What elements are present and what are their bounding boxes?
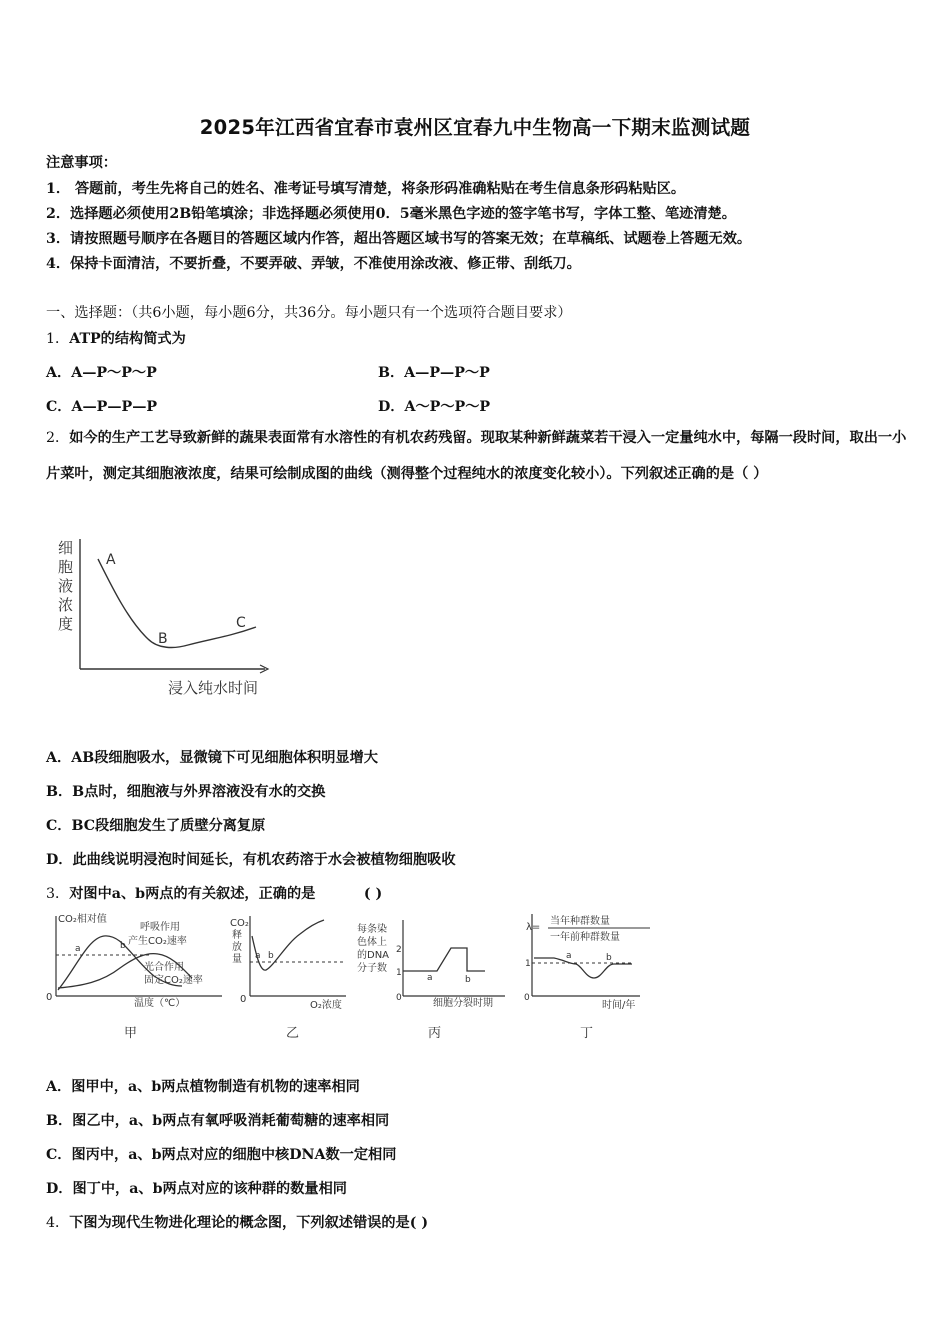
x-axis-label: O₂浓度 xyxy=(310,1000,342,1011)
origin: 0 xyxy=(524,993,530,1003)
question-number: 4． xyxy=(46,1215,70,1231)
curve2-label: 固定CO₂速率 xyxy=(144,975,203,986)
point-label-a: A xyxy=(106,552,116,568)
q1-option-a[interactable]: A．A—P～P～P xyxy=(46,365,157,381)
question-1 xyxy=(46,328,186,348)
figure-caption: 丁 xyxy=(580,1026,594,1041)
question-stem: ATP的结构简式为 xyxy=(69,331,186,347)
x-axis-label: 细胞分裂时期 xyxy=(433,998,493,1009)
y-label-char: 度 xyxy=(58,615,74,633)
tick-1: 1 xyxy=(525,959,531,969)
figure-caption: 甲 xyxy=(124,1026,138,1041)
y-axis-label xyxy=(230,918,249,965)
question-2 xyxy=(46,420,908,492)
question-number: 2． xyxy=(46,430,70,446)
y-label-char: 液 xyxy=(58,577,74,595)
question-number: 3． xyxy=(46,886,70,902)
y-label-char: 细 xyxy=(58,539,74,557)
point-a: a xyxy=(427,973,433,983)
y-axis-label xyxy=(58,539,73,633)
point-b: b xyxy=(606,953,612,963)
question-4 xyxy=(46,1212,428,1232)
notice-item: 4．保持卡面清洁，不要折叠，不要弄破、弄皱，不准使用涂改液、修正带、刮纸刀。 xyxy=(46,256,581,272)
q3-option-b[interactable]: B．图乙中，a、b两点有氧呼吸消耗葡萄糖的速率相同 xyxy=(46,1113,390,1129)
point-b: b xyxy=(465,975,471,985)
q1-option-c[interactable]: C．A—P—P—P xyxy=(46,399,158,415)
q1-option-b[interactable]: B．A—P—P～P xyxy=(378,365,490,381)
figure-caption: 丙 xyxy=(428,1026,442,1041)
x-axis-label: 浸入纯水时间 xyxy=(168,679,259,697)
q3-figure-ding xyxy=(520,908,660,1043)
section-heading: 一、选择题：（共6小题，每小题6分，共36分。每小题只有一个选项符合题目要求） xyxy=(46,305,572,321)
svg-text:释: 释 xyxy=(232,930,242,941)
y-axis-label xyxy=(357,922,389,974)
notice-item: 1． 答题前，考生先将自己的姓名、准考证号填写清楚，将条形码准确粘贴在考生信息条形码粘贴区。 xyxy=(46,181,686,197)
curve1-label: 产生CO₂速率 xyxy=(128,936,187,947)
question-3 xyxy=(46,883,382,903)
point-a: a xyxy=(566,951,572,961)
svg-text:的DNA: 的DNA xyxy=(357,950,390,961)
svg-text:CO₂: CO₂ xyxy=(230,918,249,929)
point-label-b: B xyxy=(158,631,168,647)
q2-option-b[interactable]: B．B点时，细胞液与外界溶液没有水的交换 xyxy=(46,784,326,800)
curve xyxy=(98,559,256,647)
co2-curve xyxy=(252,920,324,970)
point-b: b xyxy=(268,951,274,961)
q2-option-c[interactable]: C．BC段细胞发生了质壁分离复原 xyxy=(46,818,266,834)
lambda-denominator: 一年前种群数量 xyxy=(550,932,620,943)
q3-option-a[interactable]: A．图甲中，a、b两点植物制造有机物的速率相同 xyxy=(46,1079,360,1095)
svg-text:量: 量 xyxy=(232,954,242,965)
tick-2: 2 xyxy=(396,945,402,955)
point-b: b xyxy=(120,941,126,951)
lambda-label: λ= xyxy=(526,922,541,933)
svg-text:分子数: 分子数 xyxy=(357,963,387,974)
svg-text:色体上: 色体上 xyxy=(357,937,387,948)
q2-option-d[interactable]: D．此曲线说明浸泡时间延长，有机农药溶于水会被植物细胞吸收 xyxy=(46,852,456,868)
question-stem: 下图为现代生物进化理论的概念图，下列叙述错误的是( ) xyxy=(69,1215,429,1231)
svg-text:每条染: 每条染 xyxy=(357,924,387,935)
question-stem: 如今的生产工艺导致新鲜的蔬果表面常有水溶性的有机农药残留。现取某种新鲜蔬菜若干浸入一定量纯水中，每隔一段时间，取出一小片菜叶，测定其细胞液浓度，结果可绘制成图的曲线（测得整个过程纯水的浓度变化较小）。下列叙述正确的是（ ） xyxy=(46,430,907,482)
q3-figure-jia xyxy=(42,908,227,1043)
q3-figure-bing xyxy=(355,908,515,1043)
origin: 0 xyxy=(46,992,53,1003)
q1-option-d[interactable]: D．A～P～P～P xyxy=(378,399,491,415)
point-label-c: C xyxy=(236,615,246,631)
y-label-char: 浓 xyxy=(58,596,74,614)
y-axis-label: CO₂相对值 xyxy=(58,914,107,925)
notice-heading: 注意事项： xyxy=(46,155,117,171)
notice-item: 2．选择题必须使用2B铅笔填涂；非选择题必须使用0．5毫米黑色字迹的签字笔书写，字体工整、笔迹清楚。 xyxy=(46,206,736,222)
question-stem: 对图中a、b两点的有关叙述，正确的是 xyxy=(69,886,316,902)
y-label-char: 胞 xyxy=(58,558,74,576)
figure-caption: 乙 xyxy=(286,1026,300,1041)
dna-curve xyxy=(403,948,485,971)
svg-text:放: 放 xyxy=(232,942,242,953)
notice-item: 3．请按照题号顺序在各题目的答题区域内作答，超出答题区域书写的答案无效；在草稿纸、试题卷上答题无效。 xyxy=(46,231,752,247)
point-a: a xyxy=(255,951,261,961)
curve1-label: 呼吸作用 xyxy=(140,922,180,933)
tick-0: 0 xyxy=(396,993,402,1003)
lambda-curve xyxy=(534,958,632,978)
question-number: 1． xyxy=(46,331,70,347)
q2-figure xyxy=(50,535,290,705)
origin: 0 xyxy=(240,994,247,1005)
x-axis-label: 时间/年 xyxy=(602,1000,636,1011)
q2-option-a[interactable]: A．AB段细胞吸水，显微镜下可见细胞体积明显增大 xyxy=(46,750,378,766)
page-title: 2025年江西省宜春市袁州区宜春九中生物高一下期末监测试题 xyxy=(199,116,751,139)
q3-option-c[interactable]: C．图丙中，a、b两点对应的细胞中核DNA数一定相同 xyxy=(46,1147,397,1163)
point-a: a xyxy=(75,944,81,954)
x-axis-label: 温度（℃） xyxy=(134,998,186,1009)
q3-figure-yi xyxy=(228,908,353,1043)
lambda-numerator: 当年种群数量 xyxy=(550,916,610,927)
q3-option-d[interactable]: D．图丁中，a、b两点对应的该种群的数量相同 xyxy=(46,1181,347,1197)
curve2-label: 光合作用 xyxy=(144,962,184,973)
answer-paren: ( ) xyxy=(363,886,383,902)
tick-1: 1 xyxy=(396,968,402,978)
